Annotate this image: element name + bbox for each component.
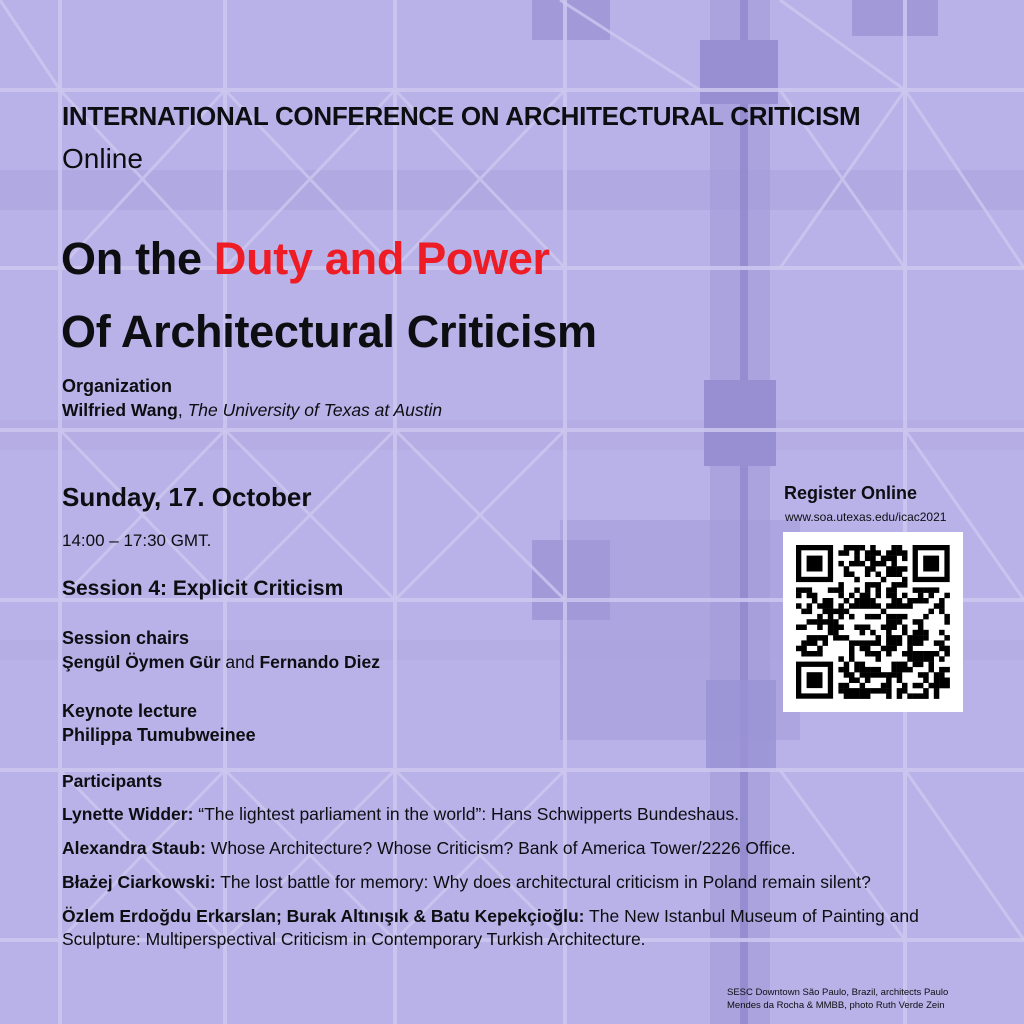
participant-talk: The New Istanbul Museum of Painting and Sculpture: Multiperspectival Criticism in Contemporary Turkish Architecture. bbox=[62, 906, 919, 949]
organization-block bbox=[62, 374, 442, 422]
qr-code-graphic bbox=[783, 532, 963, 712]
session-chairs-label: Session chairs bbox=[62, 628, 190, 648]
participants-list bbox=[62, 803, 982, 962]
participant-item bbox=[62, 837, 982, 860]
participant-name: Lynette Widder: bbox=[62, 804, 194, 824]
conference-title: INTERNATIONAL CONFERENCE ON ARCHITECTURAL CRITICISM bbox=[62, 101, 861, 131]
register-label: Register Online bbox=[784, 483, 918, 503]
qr-code-icon[interactable] bbox=[783, 532, 963, 712]
keynote-speaker: Philippa Tumubweinee bbox=[62, 725, 256, 745]
organizer-name: Wilfried Wang bbox=[62, 400, 178, 420]
participant-name: Alexandra Staub: bbox=[62, 838, 206, 858]
participant-name: Błażej Ciarkowski: bbox=[62, 872, 216, 892]
event-time: 14:00 – 17:30 GMT. bbox=[62, 531, 212, 550]
headline-line-2: Of Architectural Criticism bbox=[61, 306, 597, 357]
session-chairs bbox=[62, 626, 380, 674]
participant-talk: “The lightest parliament in the world”: Hans Schwipperts Bundeshaus. bbox=[193, 804, 740, 824]
participant-name: Özlem Erdoğdu Erkarslan; Burak Altınışık & Batu Kepekçioğlu: bbox=[62, 906, 585, 926]
participants-label: Participants bbox=[62, 771, 163, 791]
participant-item bbox=[62, 871, 982, 894]
organization-label: Organization bbox=[62, 376, 173, 396]
organizer-separator: , bbox=[177, 400, 188, 420]
organizer bbox=[62, 398, 442, 422]
keynote-label: Keynote lecture bbox=[62, 701, 198, 721]
headline-prefix: On the bbox=[61, 233, 214, 284]
participant-talk: The lost battle for memory: Why does architectural criticism in Poland remain silent? bbox=[215, 872, 871, 892]
chair-1: Şengül Öymen Gür bbox=[62, 652, 221, 672]
participant-talk: Whose Architecture? Whose Criticism? Bank of America Tower/2226 Office. bbox=[205, 838, 796, 858]
headline-line-1 bbox=[61, 222, 597, 295]
participant-item bbox=[62, 803, 982, 826]
photo-credit-line-1: SESC Downtown São Paulo, Brazil, architects Paulo bbox=[727, 987, 949, 998]
headline bbox=[61, 222, 597, 368]
session-chairs-names bbox=[62, 650, 380, 674]
chair-conjunction: and bbox=[220, 652, 260, 672]
organizer-institution: The University of Texas at Austin bbox=[187, 400, 443, 420]
session-title: Session 4: Explicit Criticism bbox=[62, 577, 344, 600]
keynote bbox=[62, 699, 256, 747]
event-date: Sunday, 17. October bbox=[62, 482, 312, 512]
chair-2: Fernando Diez bbox=[259, 652, 381, 672]
register-url[interactable]: www.soa.utexas.edu/icac2021 bbox=[785, 510, 947, 524]
photo-credit-line-2: Mendes da Rocha & MMBB, photo Ruth Verde Zein bbox=[727, 1000, 945, 1011]
photo-credit bbox=[727, 986, 972, 1012]
headline-highlight: Duty and Power bbox=[213, 233, 550, 284]
participant-item bbox=[62, 905, 982, 951]
conference-mode: Online bbox=[62, 143, 143, 174]
